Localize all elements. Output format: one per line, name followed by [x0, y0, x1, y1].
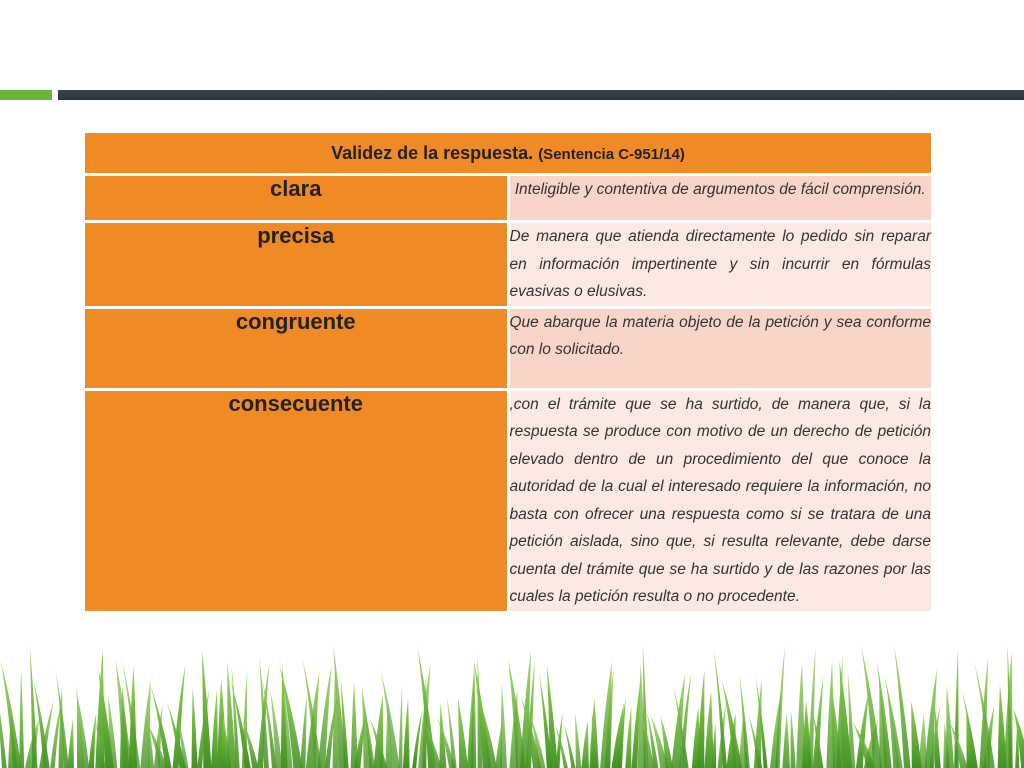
grass-blade	[575, 713, 581, 768]
grass-blade	[192, 688, 198, 768]
validity-table	[85, 133, 931, 611]
grass-blade	[403, 699, 410, 768]
grass-blade	[211, 690, 218, 768]
header-subtitle: (Sentencia C-951/14)	[538, 145, 685, 163]
grass-blade	[704, 691, 713, 768]
green-accent-bar	[0, 90, 52, 100]
grass-blade	[581, 721, 588, 768]
description-cell: ,con el trámite que se ha surtido, de manera que, si la respuesta se produce con motivo de un derecho de petición elevado dentro de un procedimiento del que conoce la autoridad de la cual el interesado requiere la información, no basta con ofrecer una respuesta como si se tratara de una petición aislada, sino que, si resulta relevante, debe darse cuenta del trámite que se ha surtido y de las razones por las cuales la petición resulta o no procedente.	[508, 389, 931, 611]
grass-blade	[625, 706, 631, 768]
grass-blade	[946, 685, 954, 768]
table-header-row	[85, 133, 931, 175]
table-row	[85, 175, 931, 222]
table-row	[85, 307, 931, 389]
header-title: Validez de la respuesta.	[331, 142, 534, 163]
table-row	[85, 222, 931, 308]
term-cell: congruente	[85, 307, 508, 389]
term-cell: clara	[85, 175, 508, 222]
grass-blade	[782, 714, 789, 768]
grass-blade	[398, 686, 402, 768]
table-header	[85, 133, 931, 175]
grass-blade	[148, 719, 154, 768]
grass-blade	[88, 712, 96, 768]
grass-blade	[300, 695, 307, 768]
term-cell: consecuente	[85, 389, 508, 611]
grass-blade	[935, 707, 941, 768]
grass-blade	[67, 719, 73, 768]
description-cell: Inteligible y contentiva de argumentos de fácil comprensión.	[508, 175, 931, 222]
grass-blade	[791, 710, 796, 768]
description-cell: Que abarque la materia objeto de la petición y sea conforme con lo solicitado.	[508, 307, 931, 389]
grass-blade	[458, 698, 468, 768]
grass-blade	[202, 650, 211, 768]
grass-blade	[500, 683, 507, 768]
grass-decoration	[0, 640, 1024, 768]
grass-blade	[19, 669, 24, 768]
table-row	[85, 389, 931, 611]
description-cell: De manera que atienda directamente lo pedido sin reparar en información impertinente y sin incurrir en fórmulas evasivas o elusivas.	[508, 222, 931, 308]
dark-accent-bar	[58, 90, 1024, 100]
term-cell: precisa	[85, 222, 508, 308]
